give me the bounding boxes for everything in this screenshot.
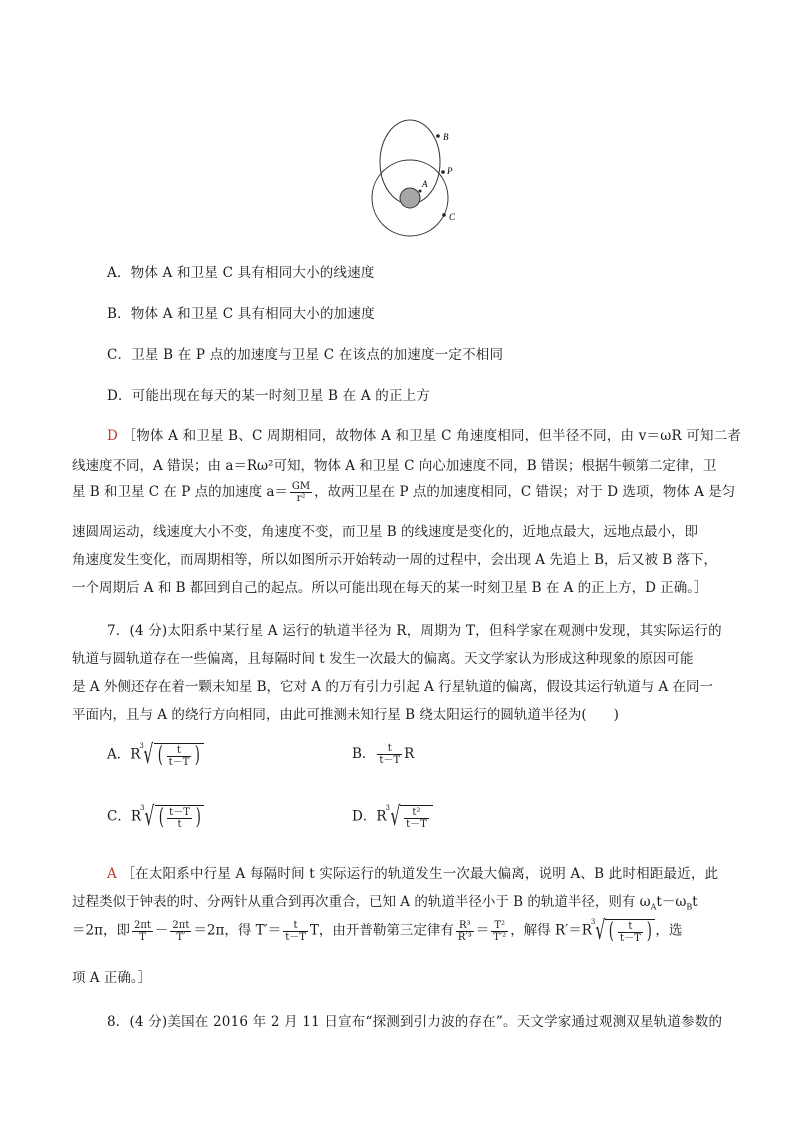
earth-circle [400,188,420,208]
object-a-dot [419,190,422,193]
satellite-c-dot [442,213,446,217]
q6-option-a: A．物体 A 和卫星 C 具有相同大小的线速度 [107,265,375,281]
orbit-diagram [355,112,475,242]
q6-exp-3b: ，故两卫星在 P 点的加速度相同，C 错误；对于 D 选项，物体 A 是匀 [314,484,736,500]
q6-option-d: D．可能出现在每天的某一时刻卫星 B 在 A 的正上方 [107,388,431,404]
q6-explanation-line-2: 线速度不同，A 错误；由 a＝Rω²可知，物体 A 和卫星 C 向心加速度不同，B 错误；根据牛顿第二定律，卫 [72,458,717,474]
q7-stem-line-3: 是 A 外侧还存在着一颗未知星 B，它对 A 的万有引力引起 A 行星轨道的偏离，假设其运行轨道与 A 在同一 [72,679,714,695]
q6-explanation-line-4: 速圆周运动，线速度大小不变，角速度不变，而卫星 B 的线速度是变化的，近地点最大，远地点最小，即 [72,524,699,540]
q7-explanation-line-3: ＝2π，即 $\frac{2\pi t}{T}$ － $\frac{2\pi t}{T'}$ ＝2π，得 T′＝ $\frac{t}{t-T}$ T，由开普勒第三定律有 $\frac{\text{R³}}{\text{R′³}}$ ＝ $\frac{\text{T²}}{\text{T′²}}$ ，解得 R′＝R 3 √ ( $\frac{t}{t-T}$ ) ，选 [72,916,683,946]
q6-exp-text-1: ［物体 A 和卫星 B、C 周期相同，故物体 A 和卫星 C 角速度相同，但半径不同，由 v＝ωR 可知二者 [122,428,742,444]
q8-stem-line-1: 8．(4 分)美国在 2016 年 2 月 11 日宣布“探测到引力波的存在”。天文学家通过观测双星轨道参数的 [107,1014,723,1030]
q6-exp-3a: 星 B 和卫星 C 在 P 点的加速度 a＝ [72,484,288,500]
q7-option-b: B． $\frac{t}{t-T}$ R [352,743,415,766]
satellite-b-dot [436,134,440,138]
q7-stem-line-2: 轨道与圆轨道存在一些偏离，且每隔时间 t 发生一次最大的偏离。天文学家认为形成这种现象的原因可能 [72,651,694,667]
label-p: P [447,166,453,176]
q6-explanation-line-5: 角速度发生变化，而周期相等，所以如图所示开始转动一周的过程中，会出现 A 先追上 B，后又被 B 落下， [72,552,718,568]
q6-option-b: B．物体 A 和卫星 C 具有相同大小的加速度 [107,306,375,322]
q7-option-c: C．R 3 √ ( $\frac{t-T}{t}$ ) [107,804,204,830]
label-c: C [449,212,456,222]
q6-explanation-line-3 [72,480,735,504]
point-p-dot [441,170,445,174]
q7-explanation-line-1: A ［在太阳系中行星 A 每隔时间 t 实际运行的轨道发生一次最大偏离，说明 A、B 此时相距最近，此 [107,866,719,882]
label-b: B [443,132,449,142]
q7-option-d: D．R 3 √ $\frac{\text{t²}}{t-T}$ [352,804,433,830]
accel-formula-fraction: $\frac{GM}{\text{r²}}$ [291,481,311,504]
q6-explanation-line-1 [107,424,741,444]
q7-stem-line-4: 平面内，且与 A 的绕行方向相同，由此可推测未知行星 B 绕太阳运行的圆轨道半径为( ) [72,707,619,723]
q7-explanation-line-2: 过程类似于钟表的时、分两针从重合到再次重合，已知 A 的轨道半径小于 B 的轨道半径，则有 $\omega_At-\omega_Bt$ [72,894,698,912]
q6-answer-letter: D [107,428,119,444]
q6-option-c: C．卫星 B 在 P 点的加速度与卫星 C 在该点的加速度一定不相同 [107,347,504,363]
label-a: A [422,179,428,189]
q7-option-a: A．R 3 √ ( $\frac{t}{t-T}$ ) [107,742,204,768]
q7-explanation-line-4: 项 A 正确。］ [72,970,152,986]
q6-explanation-line-6: 一个周期后 A 和 B 都回到自己的起点。所以可能出现在每天的某一时刻卫星 B 在 A 的正上方，D 正确。］ [72,580,708,596]
q7-stem-line-1: 7．(4 分)太阳系中某行星 A 运行的轨道半径为 R，周期为 T，但科学家在观测中发现，其实际运行的 [107,623,722,639]
q7-answer-letter: A [107,866,117,882]
